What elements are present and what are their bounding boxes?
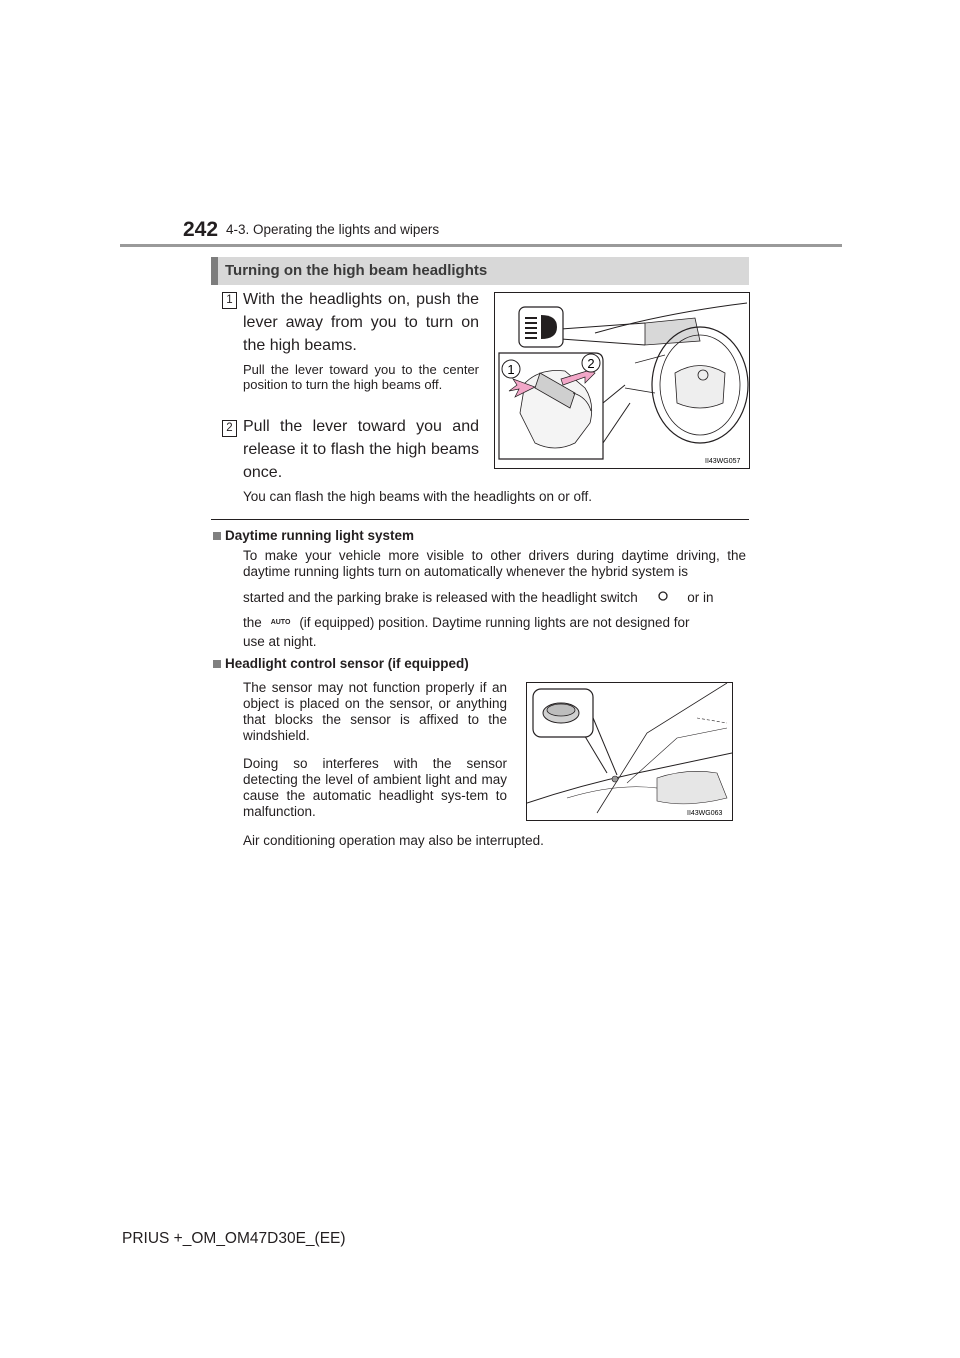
callout-1: 1 [507, 362, 515, 377]
drl-text-2a: started and the parking brake is released with the headlight switch [243, 590, 638, 605]
figure-sensor [526, 682, 733, 821]
figure-headlight-lever [494, 292, 750, 469]
sensor-text: The sensor may not function properly if an object is placed on the sensor, or anything that blocks the sensor is affixed to the windshield. [243, 680, 507, 743]
section-title: Turning on the high beam headlights [225, 262, 488, 279]
chapter-title: 4-3. Operating the lights and wipers [226, 222, 440, 237]
step-number-2: 2 [222, 420, 237, 437]
section-accent [211, 257, 218, 285]
step-number-1: 1 [222, 292, 237, 309]
drl-text-4: use at night. [243, 634, 317, 649]
drl-text-3a: the [243, 615, 262, 630]
page-number: 242 [183, 218, 219, 241]
figure-2-code: II43WG063 [687, 810, 723, 817]
divider [211, 519, 749, 520]
drl-text-2b: or in [687, 590, 714, 605]
step-1-note: Pull the lever toward you to the center position to turn the high beams off. [243, 362, 479, 392]
bullet-square [213, 532, 221, 540]
section-heading-bar [211, 257, 749, 285]
sensor-icon [543, 703, 579, 723]
drl-text-3b: (if equipped) position. Daytime running lights are not designed for [299, 615, 690, 630]
drl-text-2 [243, 590, 746, 606]
sensor-text-2: Doing so interferes with the sensor detecting the level of ambient light and may cause the automatic headlight sys-tem to malfunction. [243, 756, 507, 819]
callout-2: 2 [587, 356, 595, 371]
step-1-text: With the headlights on, push the lever away from you to turn on the high beams. [243, 291, 479, 354]
auto-symbol: AUTO [270, 619, 291, 627]
drl-heading: Daytime running light system [225, 528, 415, 543]
sensor-text-3: Air conditioning operation may also be interrupted. [243, 833, 544, 848]
lever-illustration [495, 293, 749, 468]
bullet-square [213, 660, 221, 668]
step-2-note: You can flash the high beams with the headlights on or off. [243, 489, 592, 504]
drl-text-3 [243, 615, 746, 631]
drl-text-1: To make your vehicle more visible to other drivers during daytime driving, the daytime running lights turn on automatically whenever the hybrid system is [243, 548, 746, 579]
header-rule [120, 244, 842, 247]
sensor-heading: Headlight control sensor (if equipped) [225, 656, 469, 671]
document-id: PRIUS +_OM_OM47D30E_(EE) [122, 1230, 346, 1247]
sensor-illustration [527, 683, 732, 820]
step-2-text: Pull the lever toward you and release it to flash the high beams once. [243, 418, 479, 481]
headlight-switch-icon [642, 590, 684, 606]
figure-1-code: II43WG057 [705, 458, 741, 465]
